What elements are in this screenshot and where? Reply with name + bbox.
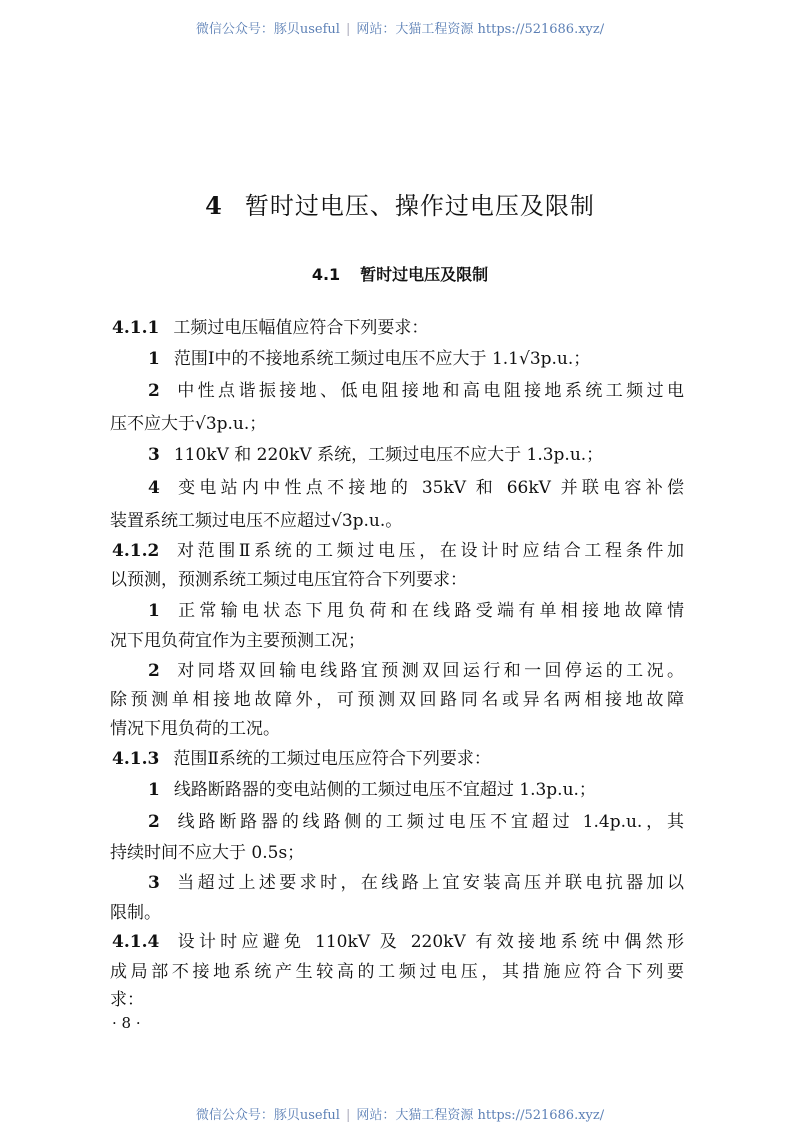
text-line xyxy=(110,960,684,984)
clause-number: 3 xyxy=(148,873,160,893)
section-heading xyxy=(0,262,800,285)
text-line xyxy=(148,379,684,403)
text-line xyxy=(110,568,467,592)
text-line xyxy=(148,347,590,371)
clause-text: 持续时间不应大于 0.5s； xyxy=(110,843,305,863)
text-line xyxy=(148,778,596,802)
clause-number: 1 xyxy=(148,349,160,369)
clause-text: 范围Ⅱ系统的工频过电压应符合下列要求： xyxy=(173,749,491,769)
clause-text: 中性点谐振接地、低电阻接地和高电阻接地系统工频过电 xyxy=(173,381,684,401)
text-line xyxy=(110,717,280,741)
clause-number: 4.1.2 xyxy=(112,541,160,561)
section-number: 4.1 xyxy=(311,265,341,284)
clause-text: 线路断路器的线路侧的工频过电压不宜超过 1.4p.u.，其 xyxy=(173,812,684,832)
watermark-site: 网站：大猫工程资源 https://521686.xyz/ xyxy=(356,1108,605,1123)
clause-number: 1 xyxy=(148,780,160,800)
clause-text: 设计时应避免 110kV 及 220kV 有效接地系统中偶然形 xyxy=(173,932,684,952)
clause-number: 2 xyxy=(148,661,160,681)
clause-number: 4.1.4 xyxy=(112,932,160,952)
clause-text: 变电站内中性点不接地的 35kV 和 66kV 并联电容补偿 xyxy=(173,478,684,498)
chapter-number: 4 xyxy=(205,191,223,220)
text-line xyxy=(110,412,266,436)
clause-text: 对范围Ⅱ系统的工频过电压，在设计时应结合工程条件加 xyxy=(173,541,684,561)
text-line xyxy=(148,476,684,500)
text-line xyxy=(148,659,684,683)
text-line xyxy=(112,316,428,340)
section-title-text: 暂时过电压及限制 xyxy=(360,265,489,284)
clause-number: 1 xyxy=(148,601,160,621)
text-line xyxy=(110,841,304,865)
watermark-top xyxy=(0,18,800,37)
clause-text: 线路断路器的变电站侧的工频过电压不宜超过 1.3p.u.； xyxy=(173,780,596,800)
clause-text: 范围Ⅰ中的不接地系统工频过电压不应大于 1.1√3p.u.； xyxy=(173,349,591,369)
text-line xyxy=(110,688,684,712)
text-line xyxy=(148,810,684,834)
text-line xyxy=(112,539,684,563)
clause-text: 压不应大于√3p.u.； xyxy=(110,414,267,434)
text-line xyxy=(110,988,144,1012)
clause-text: 况下甩负荷宜作为主要预测工况； xyxy=(110,631,365,651)
text-line xyxy=(110,509,402,533)
watermark-wechat: 微信公众号：豚贝useful xyxy=(195,1108,340,1123)
watermark-bottom xyxy=(0,1104,800,1123)
clause-text: 成局部不接地系统产生较高的工频过电压，其措施应符合下列要 xyxy=(110,962,684,982)
page-number: · 8 · xyxy=(112,1014,141,1032)
chapter-title-text: 暂时过电压、操作过电压及限制 xyxy=(244,192,595,220)
clause-text: 对同塔双回输电线路宜预测双回运行和一回停运的工况。 xyxy=(173,661,684,681)
text-line xyxy=(112,930,684,954)
watermark-site: 网站：大猫工程资源 https://521686.xyz/ xyxy=(356,22,605,37)
watermark-divider: | xyxy=(345,22,351,37)
clause-text: 110kV 和 220kV 系统，工频过电压不应大于 1.3p.u.； xyxy=(173,445,604,465)
clause-number: 4 xyxy=(148,478,160,498)
clause-number: 2 xyxy=(148,381,160,401)
clause-text: 限制。 xyxy=(110,903,161,923)
watermark-wechat: 微信公众号：豚贝useful xyxy=(195,22,340,37)
watermark-divider: | xyxy=(345,1108,351,1123)
text-line xyxy=(110,629,365,653)
clause-text: 除预测单相接地故障外，可预测双回路同名或异名两相接地故障 xyxy=(110,690,684,710)
clause-number: 4.1.3 xyxy=(112,749,160,769)
clause-text: 情况下甩负荷的工况。 xyxy=(110,719,280,739)
clause-text: 求： xyxy=(110,990,144,1010)
clause-number: 3 xyxy=(148,445,160,465)
clause-text: 工频过电压幅值应符合下列要求： xyxy=(173,318,429,338)
clause-text: 正常输电状态下甩负荷和在线路受端有单相接地故障情 xyxy=(173,601,684,621)
chapter-title xyxy=(0,186,800,221)
text-line xyxy=(148,871,684,895)
text-line xyxy=(110,901,161,925)
clause-number: 2 xyxy=(148,812,160,832)
clause-number: 4.1.1 xyxy=(112,318,160,338)
text-line xyxy=(148,443,603,467)
clause-text: 当超过上述要求时，在线路上宜安装高压并联电抗器加以 xyxy=(173,873,684,893)
clause-text: 以预测，预测系统工频过电压宜符合下列要求： xyxy=(110,570,467,590)
clause-text: 装置系统工频过电压不应超过√3p.u.。 xyxy=(110,511,403,531)
text-line xyxy=(112,747,491,771)
text-line xyxy=(148,599,684,623)
